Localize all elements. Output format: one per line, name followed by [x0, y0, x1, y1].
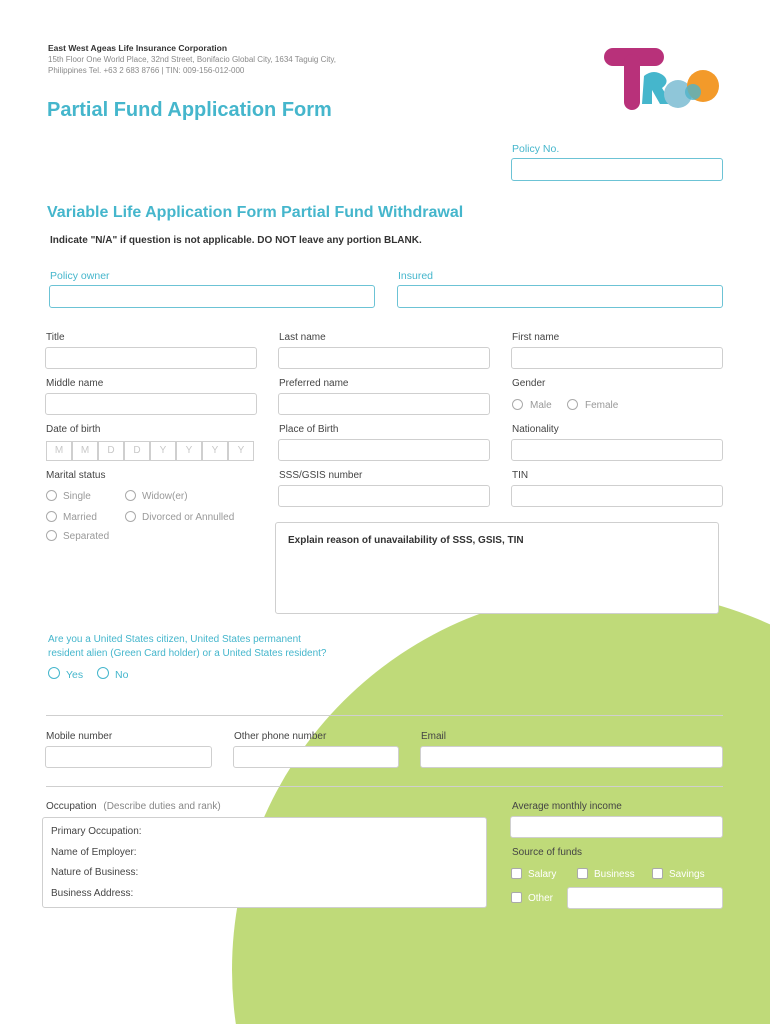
- middle-name-label: Middle name: [46, 378, 104, 389]
- nature-of-business-label: Nature of Business:: [51, 867, 139, 878]
- marital-divorced-label: Divorced or Annulled: [142, 512, 235, 523]
- employer-label: Name of Employer:: [51, 847, 137, 858]
- us-yes-radio[interactable]: [48, 667, 60, 679]
- email-input[interactable]: [420, 746, 723, 768]
- last-name-label: Last name: [279, 332, 326, 343]
- marital-status-label: Marital status: [46, 470, 106, 481]
- dob-cell[interactable]: M: [72, 441, 98, 461]
- middle-name-input[interactable]: [45, 393, 257, 415]
- explain-label: Explain reason of unavailability of SSS, GSIS, TIN: [288, 535, 524, 546]
- marital-single-label: Single: [63, 491, 91, 502]
- dob-label: Date of birth: [46, 424, 101, 435]
- email-label: Email: [421, 731, 447, 742]
- dob-cell[interactable]: Y: [150, 441, 176, 461]
- gender-label: Gender: [512, 378, 546, 389]
- dob-cell[interactable]: Y: [202, 441, 228, 461]
- marital-married-radio[interactable]: [46, 511, 57, 522]
- dob-cell[interactable]: M: [46, 441, 72, 461]
- gender-female-radio[interactable]: [567, 399, 578, 410]
- source-of-funds-label: Source of funds: [512, 847, 583, 858]
- us-question-line1: Are you a United States citizen, United States permanent: [48, 634, 301, 645]
- income-input[interactable]: [510, 816, 723, 838]
- us-yes-label: Yes: [66, 669, 84, 681]
- occupation-hint: (Describe duties and rank): [103, 801, 221, 812]
- place-of-birth-label: Place of Birth: [279, 424, 339, 435]
- page-title: Partial Fund Application Form: [47, 99, 332, 121]
- marital-separated-label: Separated: [63, 531, 110, 542]
- salary-checkbox[interactable]: [511, 868, 522, 879]
- us-no-label: No: [115, 669, 129, 681]
- other-phone-input[interactable]: [233, 746, 399, 768]
- mobile-label: Mobile number: [46, 731, 113, 742]
- other-checkbox[interactable]: [511, 892, 522, 903]
- place-of-birth-input[interactable]: [278, 439, 490, 461]
- company-address-line2: Philippines Tel. +63 2 683 8766 | TIN: 009-156-012-000: [48, 66, 245, 75]
- business-checkbox[interactable]: [577, 868, 588, 879]
- mobile-input[interactable]: [45, 746, 212, 768]
- first-name-input[interactable]: [511, 347, 723, 369]
- instruction-text: Indicate "N/A" if question is not applicable. DO NOT leave any portion BLANK.: [50, 235, 422, 246]
- sss-label: SSS/GSIS number: [279, 470, 363, 481]
- nationality-input[interactable]: [511, 439, 723, 461]
- marital-widow-radio[interactable]: [125, 490, 136, 501]
- sss-input[interactable]: [278, 485, 490, 507]
- dob-cell[interactable]: Y: [228, 441, 254, 461]
- tin-label: TIN: [512, 470, 529, 481]
- us-question-line2: resident alien (Green Card holder) or a United States resident?: [48, 648, 327, 659]
- policy-no-label: Policy No.: [512, 143, 560, 155]
- savings-label: Savings: [669, 869, 705, 880]
- marital-divorced-radio[interactable]: [125, 511, 136, 522]
- gender-male-label: Male: [530, 400, 552, 411]
- gender-female-label: Female: [585, 400, 619, 411]
- company-name: East West Ageas Life Insurance Corporation: [48, 43, 228, 53]
- last-name-input[interactable]: [278, 347, 490, 369]
- occupation-label: [46, 801, 221, 812]
- income-label: Average monthly income: [512, 801, 622, 812]
- policy-owner-label: Policy owner: [50, 270, 110, 282]
- section-subtitle: Variable Life Application Form Partial Fund Withdrawal: [47, 204, 464, 221]
- company-address-line1: 15th Floor One World Place, 32nd Street, Bonifacio Global City, 1634 Taguig City,: [48, 55, 337, 64]
- title-input[interactable]: [45, 347, 257, 369]
- us-no-radio[interactable]: [97, 667, 109, 679]
- other-source-input[interactable]: [567, 887, 723, 909]
- nationality-label: Nationality: [512, 424, 559, 435]
- preferred-name-label: Preferred name: [279, 378, 349, 389]
- occupation-title: Occupation: [46, 801, 97, 812]
- preferred-name-input[interactable]: [278, 393, 490, 415]
- salary-label: Salary: [528, 869, 557, 880]
- dob-cell[interactable]: Y: [176, 441, 202, 461]
- other-label: Other: [528, 893, 554, 904]
- divider: [46, 715, 723, 716]
- troo-logo: [598, 42, 724, 114]
- marital-widow-label: Widow(er): [142, 491, 188, 502]
- primary-occupation-label: Primary Occupation:: [51, 826, 142, 837]
- dob-cell[interactable]: D: [98, 441, 124, 461]
- marital-separated-radio[interactable]: [46, 530, 57, 541]
- business-label: Business: [594, 869, 635, 880]
- savings-checkbox[interactable]: [652, 868, 663, 879]
- divider: [46, 786, 723, 787]
- title-label: Title: [46, 332, 65, 343]
- other-phone-label: Other phone number: [234, 731, 327, 742]
- insured-label: Insured: [398, 270, 434, 282]
- tin-input[interactable]: [511, 485, 723, 507]
- marital-married-label: Married: [63, 512, 97, 523]
- first-name-label: First name: [512, 332, 560, 343]
- policy-owner-input[interactable]: [49, 285, 375, 308]
- insured-input[interactable]: [397, 285, 723, 308]
- marital-single-radio[interactable]: [46, 490, 57, 501]
- dob-cell[interactable]: D: [124, 441, 150, 461]
- policy-no-input[interactable]: [511, 158, 723, 181]
- gender-male-radio[interactable]: [512, 399, 523, 410]
- business-address-label: Business Address:: [51, 888, 134, 899]
